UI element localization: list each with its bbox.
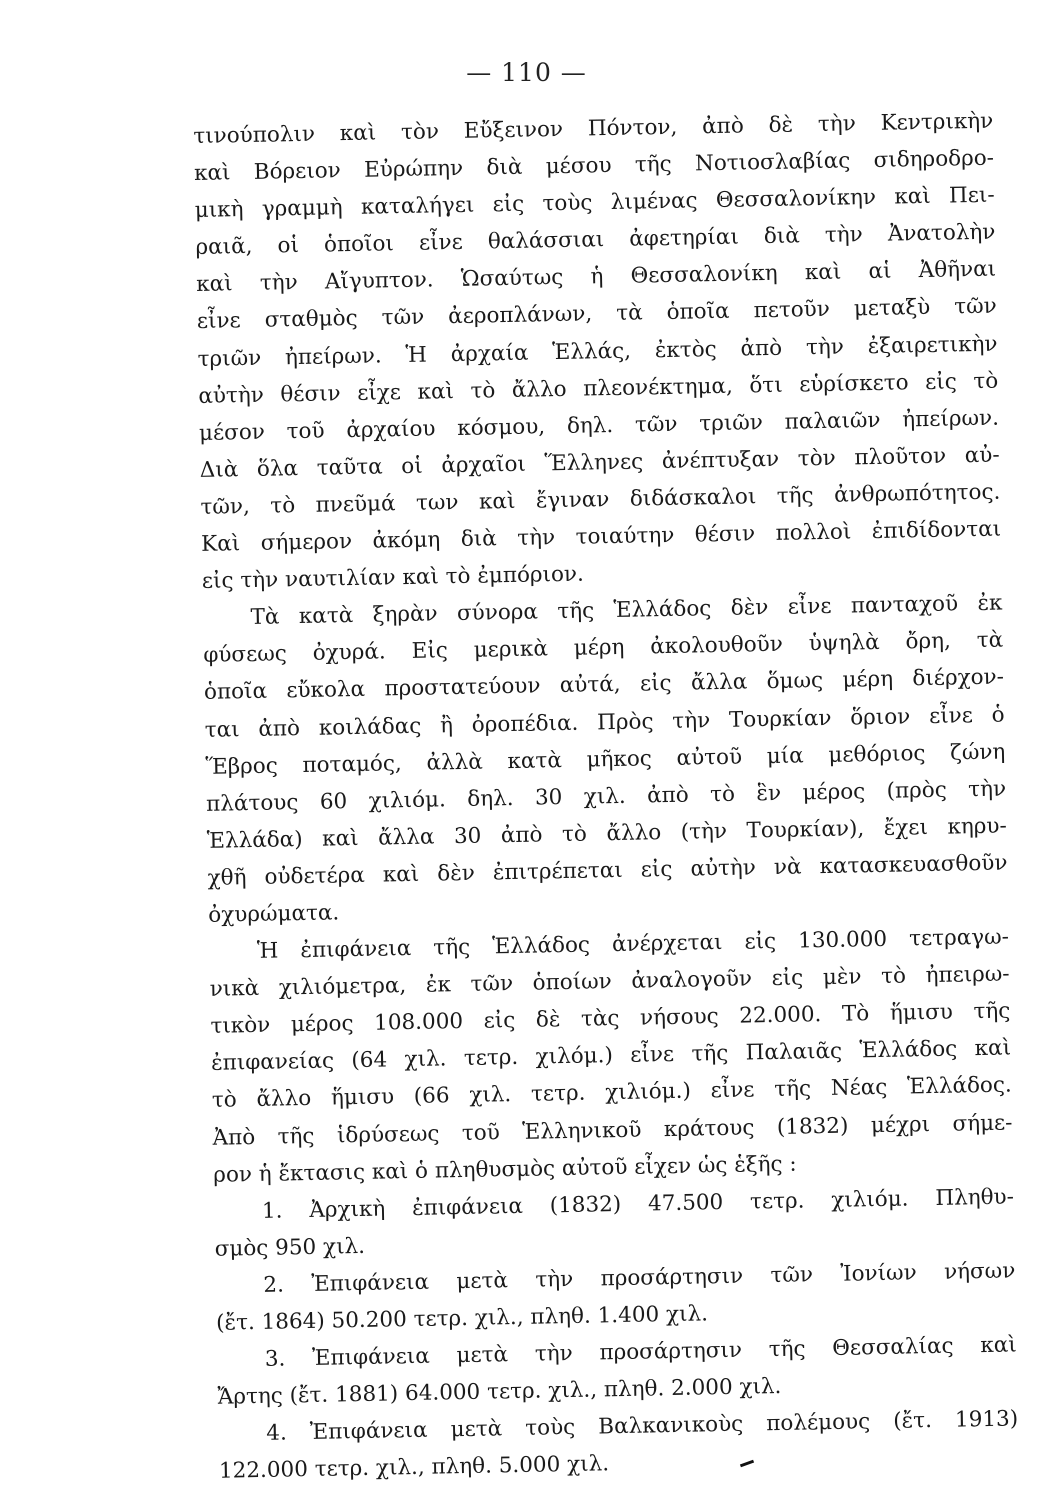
- text-line: 122.000 τετρ. χιλ., πληθ. 5.000 χιλ.: [218, 1451, 610, 1485]
- text-line: 4. Ἐπιφάνεια μετὰ τοὺς Βαλκανικοὺς πολέμους (ἔτ. 1913): [266, 1406, 1019, 1447]
- text-line: τῶν, τὸ πνεῦμά των καὶ ἔγιναν διδάσκαλοι τῆς ἀνθρωπότητος.: [200, 479, 1001, 520]
- list-item: [218, 1401, 1019, 1491]
- text-line: εἶνε σταθμὸς τῶν ἀεροπλάνων, τὰ ὁποῖα πετοῦν μεταξὺ τῶν: [196, 294, 998, 335]
- text-line: ὁποῖα εὔκολα προστατεύουν αὐτά, εἰς ἄλλα ὅμως μέρη διέρχον-: [203, 664, 1005, 706]
- text-line: 3. Ἐπιφάνεια μετὰ τὴν προσάρτησιν τῆς Θεσσαλίας καὶ: [264, 1332, 1017, 1372]
- page-body: [193, 103, 1019, 1491]
- text-line: 2. Ἐπιφάνεια μετὰ τὴν προσάρτησιν τῶν Ἰονίων νήσων: [263, 1258, 1016, 1298]
- text-line: ὀχυρώματα.: [208, 900, 340, 928]
- text-line: Ἄρτης (ἔτ. 1881) 64.000 τετρ. χιλ., πληθ. 2.000 χιλ.: [217, 1374, 782, 1410]
- text-line: σμὸς 950 χιλ.: [214, 1233, 366, 1262]
- paragraph-2: [202, 585, 1008, 934]
- text-line: Τὰ κατὰ ξηρὰν σύνορα τῆς Ἑλλάδος δὲν εἶνε πανταχοῦ ἐκ: [250, 590, 1003, 631]
- text-line: ται ἀπὸ κοιλάδας ἢ ὀροπέδια. Πρὸς τὴν Τουρκίαν ὅριον εἶνε ὁ: [204, 702, 1005, 743]
- text-line: μέσον τοῦ ἀρχαίου κόσμου, δηλ. τῶν τριῶν παλαιῶν ἠπείρων.: [198, 405, 1000, 446]
- text-line: Ἡ ἐπιφάνεια τῆς Ἑλλάδος ἀνέρχεται εἰς 130.000 τετραγω-: [256, 924, 1010, 964]
- text-line: καὶ τὴν Αἴγυπτον. Ὡσαύτως ἡ Θεσσαλονίκη καὶ αἱ Ἀθῆναι: [195, 256, 997, 298]
- text-line: τικὸν μέρος 108.000 εἰς δὲ τὰς νήσους 22.000. Τὸ ἥμισυ τῆς: [210, 998, 1011, 1040]
- text-line: πλάτους 60 χιλιόμ. δηλ. 30 χιλ. ἀπὸ τὸ ἓν μέρος (πρὸς τὴν: [205, 776, 1007, 817]
- text-line: ραιᾶ, οἱ ὁποῖοι εἶνε θαλάσσιαι ἀφετηρίαι διὰ τὴν Ἀνατολὴν: [195, 219, 996, 261]
- text-line: Ἀπὸ τῆς ἱδρύσεως τοῦ Ἑλληνικοῦ κράτους (1832) μέχρι σήμε-: [212, 1109, 1013, 1151]
- text-line: τινούπολιν καὶ τὸν Εὔξεινον Πόντον, ἀπὸ δὲ τὴν Κεντρικὴν: [193, 108, 994, 149]
- text-line: Καὶ σήμερον ἀκόμη διὰ τὴν τοιαύτην θέσιν πολλοὶ ἐπιδίδονται: [200, 516, 1002, 557]
- text-line: (ἔτ. 1864) 50.200 τετρ. χιλ., πληθ. 1.400 χιλ.: [215, 1301, 709, 1336]
- text-line: Ἑλλάδα) καὶ ἄλλα 30 ἀπὸ τὸ ἄλλο (τὴν Τουρκίαν), ἔχει κηρυ-: [206, 813, 1007, 854]
- text-line: ρον ἡ ἔκτασις καὶ ὁ πληθυσμὸς αὐτοῦ εἶχεν ὡς ἑξῆς :: [213, 1151, 797, 1188]
- paragraph-3: [209, 919, 1014, 1194]
- text-line: μικὴ γραμμὴ καταλήγει εἰς τοὺς λιμένας Θεσσαλονίκην καὶ Πει-: [194, 182, 995, 224]
- text-line: χθῆ οὐδετέρα καὶ δὲν ἐπιτρέπεται εἰς αὐτὴν νὰ κατασκευασθοῦν: [207, 850, 1008, 891]
- text-line: ἐπιφανείας (64 χιλ. τετρ. χιλόμ.) εἶνε τῆς Παλαιᾶς Ἑλλάδος καὶ: [210, 1035, 1012, 1077]
- text-line: 1. Ἀρχικὴ ἐπιφάνεια (1832) 47.500 τετρ. χιλιόμ. Πληθυ-: [261, 1184, 1015, 1224]
- text-line: καὶ Βόρειον Εὐρώπην διὰ μέσου τῆς Νοτιοσλαβίας σιδηροδρο-: [193, 145, 995, 187]
- text-line: εἰς τὴν ναυτιλίαν καὶ τὸ ἐμπόριον.: [201, 561, 585, 595]
- text-line: Διὰ ὅλα ταῦτα οἱ ἀρχαῖοι Ἕλληνες ἀνέπτυξαν τὸν πλοῦτον αὐ-: [199, 442, 1000, 483]
- page-number: — 110 —: [466, 58, 587, 87]
- text-line: τριῶν ἠπείρων. Ἡ ἀρχαία Ἑλλάς, ἐκτὸς ἀπὸ τὴν ἐξαιρετικὴν: [197, 331, 998, 372]
- text-line: αὐτὴν θέσιν εἶχε καὶ τὸ ἄλλο πλεονέκτημα, ὅτι εὑρίσκετο εἰς τὸ: [198, 368, 999, 409]
- text-line: νικὰ χιλιόμετρα, ἐκ τῶν ὁποίων ἀναλογοῦν εἰς μὲν τὸ ἠπειρω-: [209, 961, 1010, 1002]
- area-history-list: [214, 1178, 1020, 1490]
- text-line: φύσεως ὀχυρά. Εἰς μερικὰ μέρη ἀκολουθοῦν ὑψηλὰ ὄρη, τὰ: [203, 627, 1004, 669]
- text-line: Ἕβρος ποταμός, ἀλλὰ κατὰ μῆκος αὐτοῦ μία μεθόριος ζώνη: [205, 739, 1006, 780]
- paragraph-1: [193, 103, 1002, 600]
- text-line: τὸ ἄλλο ἥμισυ (66 χιλ. τετρ. χιλιόμ.) εἶνε τῆς Νέας Ἑλλάδος.: [211, 1072, 1012, 1114]
